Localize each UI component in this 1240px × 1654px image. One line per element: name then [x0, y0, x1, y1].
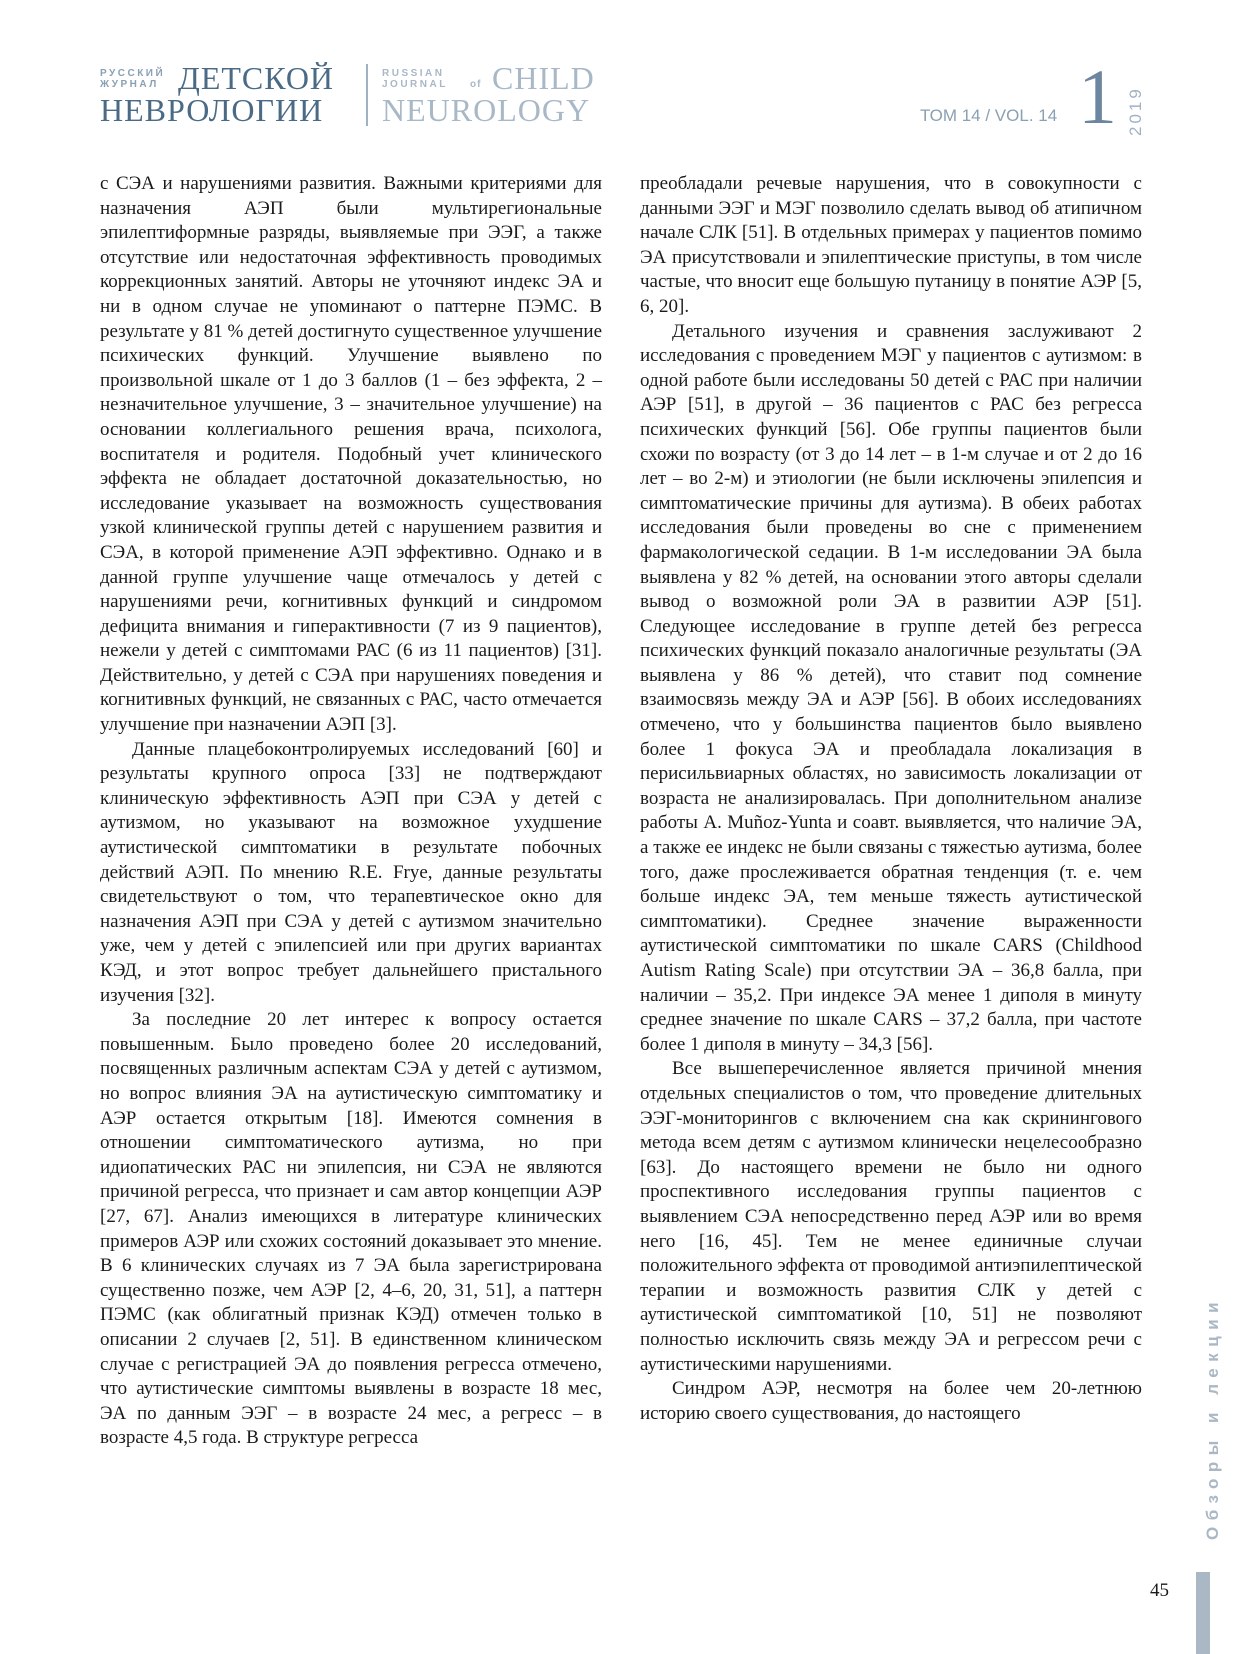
paragraph: Данные плацебоконтролируемых исследований [60] и результаты крупного опроса [33] не подтверждают клиническую эффективность АЭП при СЭА у детей с аутизмом, но указывают на возможное ухудшение аутистической симптоматики в результате побочных действий АЭП. По мнению R.E. Frye, данные результаты свидетельствуют о том, что терапевтическое окно для назначения АЭП при СЭА у детей с аутизмом значительно уже, чем у детей с эпилепсией или при других вариантах КЭД, и этот вопрос требует дальнейшего пристального изучения [32]. [100, 738, 602, 1006]
masthead-en-subtitle: RUSSIAN JOURNAL [382, 68, 448, 90]
left-column [100, 172, 602, 1451]
paragraph: За последние 20 лет интерес к вопросу остается повышенным. Было проведено более 20 исследований, посвященных различным аспектам СЭА у детей с аутизмом, но вопрос влияния ЭА на аутистическую симптоматику и АЭР остается открытым [18]. Имеются сомнения в отношении симптоматического аутизма, но при идиопатических РАС ни эпилепсия, ни СЭА не являются причиной регресса, что признает и сам автор концепции АЭР [27, 67]. Анализ имеющихся в литературе клинических примеров АЭР или схожих состояний доказывает это мнение. В 6 клинических случаях из 7 ЭА была зарегистрирована существенно позже, чем АЭР [2, 4–6, 20, 31, 51], а паттерн ПЭМС (как облигатный признак КЭД) отмечен только в описании 2 случаев [2, 51]. В единственном клиническом случае с регистрацией ЭА до появления регресса отмечено, что аутистические симптомы выявлены в возрасте 18 мес, ЭА по данным ЭЭГ – в возрасте 24 мес, а регресс – в возрасте 4,5 года. В структуре регресса [100, 1009, 602, 1449]
issue-year: 2019 [1126, 86, 1145, 136]
paragraph: преобладали речевые нарушения, что в совокупности с данными ЭЭГ и МЭГ позволило сделать вывод об атипичном начале СЛК [51]. В отдельных примерах у пациентов помимо ЭА присутствовали и эпилептические приступы, в том числе частые, что вносит еще большую путаницу в понятие АЭР [5, 6, 20]. [640, 173, 1142, 317]
masthead-en-of: of [470, 79, 482, 90]
paragraph: Все вышеперечисленное является причиной мнения отдельных специалистов о том, что проведение длительных ЭЭГ-мониторингов с включением сна как скринингового метода всем детям с аутизмом клинически нецелесообразно [63]. До настоящего времени не было ни одного проспективного исследования группы пациентов с выявлением СЭА непосредственно перед АЭР или во время него [16, 45]. Тем не менее единичные случаи положительного эффекта от проводимой антиэпилептической терапии и возможность развития СЛК у детей с аутистической симптоматикой [10, 51] не позволяют полностью исключить связь между ЭА и регрессом речи с аутистическими нарушениями. [640, 1058, 1142, 1375]
masthead-en-title-line1: CHILD [492, 60, 595, 96]
issue-number: 1 [1078, 53, 1117, 140]
volume-label: ТОМ 14 / VOL. 14 [920, 106, 1058, 125]
paragraph: с СЭА и нарушениями развития. Важными критериями для назначения АЭП были мультирегиональные эпилептиформные разряды, выявляемые при ЭЭГ, а также отсутствие или недостаточная эффективность проводимых коррекционных занятий. Авторы не уточняют индекс ЭА и ни в одном случае не упоминают о паттерне ПЭМС. В результате у 81 % детей достигнуто существенное улучшение психических функций. Улучшение выявлено по произвольной шкале от 1 до 3 баллов (1 – без эффекта, 2 – незначительное улучшение, 3 – значительное улучшение) на основании коллегиального решения врача, психолога, воспитателя и родителя. Подобный учет клинического эффекта не обладает достаточной доказательностью, но исследование указывает на возможность существования узкой клинической группы детей с нарушением развития и СЭА, в которой применение АЭП эффективно. Однако и в данной группе улучшение чаще отмечалось у детей с нарушениями речи, когнитивных функций и синдромом дефицита внимания и гиперактивности (7 из 9 пациентов), нежели у детей с симптомами РАС (6 из 11 пациентов) [31]. Действительно, у детей с СЭА при нарушениях поведения и когнитивных функций, не связанных с РАС, часто отмечается улучшение при назначении АЭП [3]. [100, 173, 602, 736]
masthead-ru-subtitle: РУССКИЙ ЖУРНАЛ [100, 68, 166, 90]
journal-header [0, 0, 1240, 140]
paragraph: Детального изучения и сравнения заслуживают 2 исследования с проведением МЭГ у пациентов с аутизмом: в одной работе были исследованы 50 детей с РАС при наличии АЭР [51], в другой – 36 пациентов с РАС без регресса психических функций [56]. Обе группы пациентов были схожи по возрасту (от 3 до 14 лет – в 1-м случае и от 2 до 16 лет – во 2-м) и этиологии (не были исключены эпилепсия и симптоматические причины для аутизма). В обеих работах исследования были проведены во сне с применением фармакологической седации. В 1-м исследовании ЭА была выявлена у 82 % детей, на основании этого авторы сделали вывод о возможной роли ЭА в развитии АЭР [51]. Следующее исследование в группе детей без регресса психических функций показало аналогичные результаты (ЭА выявлена у 86 % детей), что ставит под сомнение взаимосвязь между ЭА и АЭР [56]. В обоих исследованиях отмечено, что у большинства пациентов было выявлено более 1 фокуса ЭА и преобладала локализация в перисильвиарных областях, но зависимость локализации от возраста не анализировалась. При дополнительном анализе работы A. Muñoz-Yunta и соавт. выявляется, что наличие ЭА, а также ее индекс не были связаны с тяжестью аутизма, более того, даже прослеживается обратная тенденция (т. е. чем больше индекс ЭА, тем меньше тяжесть аутистической симптоматики). Среднее значение выраженности аутистической симптоматики по шкале CARS (Childhood Autism Rating Scale) при отсутствии ЭА – 36,8 балла, при наличии – 35,2. При индексе ЭА менее 1 диполя в минуту среднее значение по шкале CARS – 37,2 балла, при частоте более 1 диполя в минуту – 34,3 [56]. [640, 320, 1142, 1055]
section-tab-bar [1196, 1572, 1210, 1654]
masthead-ru-title-line2: НЕВРОЛОГИИ [100, 92, 324, 128]
right-column [640, 172, 1142, 1426]
masthead-ru-title-line1: ДЕТСКОЙ [178, 60, 335, 96]
paragraph: Синдром АЭР, несмотря на более чем 20-летнюю историю своего существования, до настоящего [640, 1378, 1142, 1424]
page-number: 45 [1150, 1580, 1169, 1601]
section-label: Обзоры и лекции [1203, 1295, 1222, 1540]
masthead-en-title-line2: NEUROLOGY [382, 92, 591, 128]
masthead-divider [366, 64, 368, 126]
